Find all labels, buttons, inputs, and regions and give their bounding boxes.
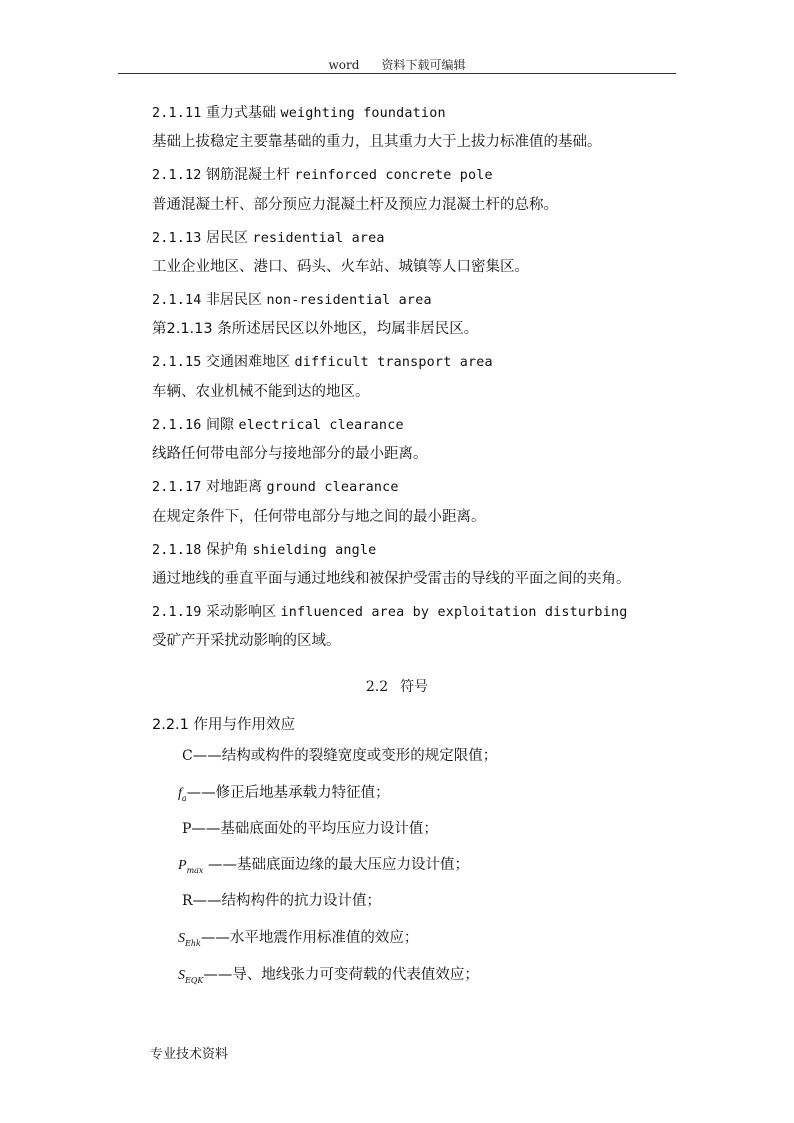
symbol-row [178,966,479,990]
symbol: f [178,786,182,801]
subsection-code: 2.2.1 [152,717,189,733]
definition-2-1-12-text: 普通混凝土杆、部分预应力混凝土杆及预应力混凝土杆的总称。 [152,197,558,213]
definition-2-1-19-term [152,603,627,622]
section-title-text: 符号 [400,679,429,695]
symbol-description: ——结构构件的抗力设计值； [192,893,382,909]
symbol-description: ——修正后地基承载力特征值； [186,785,390,801]
symbol-subscript: EQK [185,975,204,985]
term-code: 2.1.13 [152,231,202,246]
symbol-subscript: a [181,793,187,803]
subsection-heading [152,716,295,734]
definition-2-1-15-term [152,353,493,372]
symbol: P [182,821,192,837]
definition-2-1-11-term [152,104,446,123]
term-en: ground clearance [266,480,399,495]
term-code: 2.1.12 [152,168,202,183]
page-header [118,56,676,73]
term-cn: 居民区 [206,230,249,246]
term-code: 2.1.14 [152,293,202,308]
definition-2-1-13-text: 工业企业地区、港口、码头、火车站、城镇等人口密集区。 [152,259,529,275]
symbol: S [178,931,185,946]
term-en: non-residential area [266,293,432,308]
symbol-row [182,820,438,838]
term-cn: 钢筋混凝土杆 [206,167,291,183]
definition-2-1-15-text: 车辆、农业机械不能到达的地区。 [152,384,370,400]
term-en: difficult transport area [294,355,493,370]
definition-2-1-18-term [152,541,376,560]
term-en: influenced area by exploitation disturbing [280,605,628,620]
term-en: shielding angle [252,543,377,558]
term-code: 2.1.15 [152,355,202,370]
symbol: S [178,968,185,983]
definition-2-1-17-text: 在规定条件下，任何带电部分与地之间的最小距离。 [152,509,486,525]
definition-2-1-12-term [152,166,493,185]
definition-2-1-18-text: 通过地线的垂直平面与通过地线和被保护受雷击的导线的平面之间的夹角。 [152,571,631,587]
definition-2-1-14-text: 第2.1.13 条所述居民区以外地区，均属非居民区。 [152,321,479,337]
term-cn: 采动影响区 [206,604,277,620]
term-cn: 交通困难地区 [206,354,291,370]
section-number: 2.2 [365,679,389,695]
term-code: 2.1.19 [152,605,202,620]
symbol-row [182,747,497,765]
symbol-row [178,929,418,953]
term-code: 2.1.17 [152,480,202,495]
definition-2-1-17-term [152,478,399,497]
term-en: residential area [252,231,385,246]
term-code: 2.1.16 [152,418,202,433]
subsection-title: 作用与作用效应 [193,717,296,733]
header-left: word [328,58,360,72]
definition-2-1-16-text: 线路任何带电部分与接地部分的最小距离。 [152,446,428,462]
symbol-subscript: max [186,865,204,875]
term-cn: 保护角 [206,542,249,558]
symbol-description: ——基础底面边缘的最大压应力设计值； [203,857,470,873]
term-cn: 重力式基础 [206,105,277,121]
definition-2-1-16-term [152,416,404,435]
term-code: 2.1.11 [152,106,202,121]
symbol-description: ——水平地震作用标准值的效应； [200,930,419,946]
page-footer: 专业技术资料 [150,1047,229,1062]
term-en: electrical clearance [238,418,404,433]
term-en: weighting foundation [280,106,446,121]
term-en: reinforced concrete pole [294,168,493,183]
symbol: P [178,858,187,873]
term-cn: 对地距离 [206,479,263,495]
symbol-description: ——导、地线张力可变荷载的代表值效应； [203,967,479,983]
header-rule [118,73,676,74]
symbol-description: ——基础底面处的平均压应力设计值； [191,821,438,837]
section-title [0,676,794,696]
term-cn: 非居民区 [206,292,263,308]
symbol-row [182,892,381,910]
symbol-row [178,784,390,808]
definition-2-1-14-term [152,291,432,310]
definition-2-1-13-term [152,229,385,248]
symbol: R [182,893,193,909]
symbol-description: ——结构或构件的裂缝宽度或变形的规定限值； [192,748,498,764]
header-right: 资料下载可编辑 [381,58,466,72]
symbol-row [178,856,469,880]
symbol-subscript: Ehk [185,938,201,948]
term-code: 2.1.18 [152,543,202,558]
term-cn: 间隙 [206,417,235,433]
symbol: C [182,748,193,764]
definition-2-1-19-text: 受矿产开采扰动影响的区域。 [152,633,341,649]
definition-2-1-11-text: 基础上拔稳定主要靠基础的重力，且其重力大于上拔力标准值的基础。 [152,134,602,150]
